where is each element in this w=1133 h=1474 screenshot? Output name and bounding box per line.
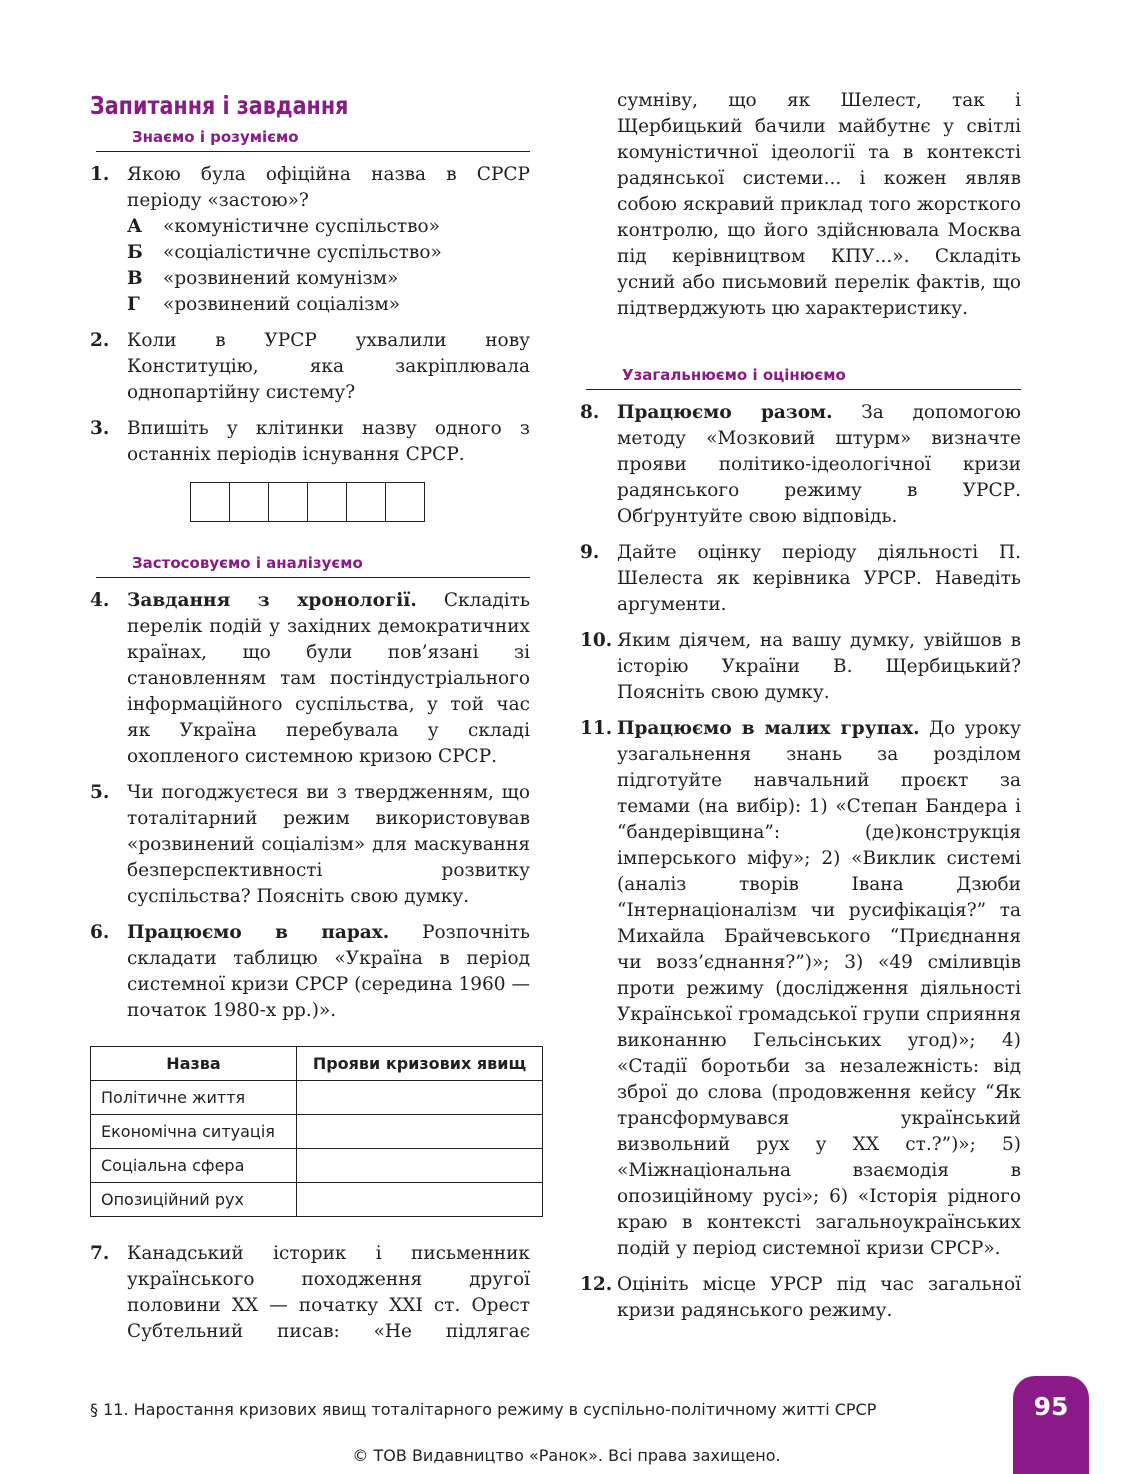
question-text: Дайте оцінку періоду діяльності П. Шелеста як керівника УРСР. Наведіть аргументи. bbox=[617, 542, 1021, 615]
question-text: Якою була офіційна назва в СРСР періоду «застою»? bbox=[127, 164, 530, 211]
table-header: Назва bbox=[91, 1047, 297, 1081]
question-10: 10. Яким діячем, на вашу думку, увійшов в історію України В. Щербицький? Поясніть свою думку. bbox=[580, 628, 1021, 706]
question-2: 2. Коли в УРСР ухвалили нову Конституцію, яка закріплювала однопартійну систему? bbox=[90, 328, 530, 406]
copyright-notice: © ТОВ Видавництво «Ранок». Всі права захищено. bbox=[352, 1446, 781, 1465]
question-4: 4. Завдання з хронології. Складіть перелік подій у західних демократичних країнах, що були пов’язані зі становленням там постіндустріального інформаційного суспільства, у той час як Україна перебувала у складі охопленого системною кризою СРСР. bbox=[90, 590, 530, 767]
table-cell-empty[interactable] bbox=[297, 1115, 543, 1149]
question-text: До уроку узагальнення знань за розділом підготуйте навчальний проєкт за темами (на вибір): 1) «Степан Бандера і “бандерівщина”: (де)конструкція імперського міфу»; 2) «Виклик системі (аналіз творів Івана Дзюби “Інтернаціоналізм чи русифікація?” та Михайла Брайчевського “Приєднання чи возз’єднання?”)»; 3) «49 сміливців проти режиму (дослідження діяльності Української громадської групи сприяння виконанню Гельсінських угод)»; 4) «Стадії боротьби за незалежність: від зброї до слова (продовження кейсу “Як трансформувався український визвольний рух у ХХ ст.?”)»; 5) «Міжнаціональна взаємодія в опозиційному русі»; 6) «Історія рідного краю в контексті загальноукраїнських подій у період системної кризи СРСР». bbox=[617, 718, 1021, 1259]
answer-options bbox=[127, 214, 530, 318]
option-b[interactable]: Б «соціалістичне суспільство» bbox=[127, 242, 442, 263]
subhead-know: Знаємо і розуміємо bbox=[96, 124, 530, 152]
left-column bbox=[90, 88, 530, 1345]
question-text: Чи погоджуєтеся ви з твердженням, що тоталітарний режим використовував «розвинений соціалізм» для маскування безперспективності розвитку суспільства? Поясніть свою думку. bbox=[127, 782, 530, 907]
question-text: Канадський історик і письменник українського походження другої половини ХХ — початку ХХІ ст. Орест Субтельний писав: «Не підлягає bbox=[127, 1243, 530, 1342]
question-text: За допомогою методу «Мозковий штурм» визначте прояви політико-ідеологічної кризи радянського режиму в УРСР. Обґрунтуйте свою відповідь. bbox=[617, 402, 1021, 527]
answer-cell[interactable] bbox=[268, 482, 308, 522]
question-6: 6. Працюємо в парах. Розпочніть складати таблицю «Україна в період системної кризи СРСР (середина 1960 — початок 1980-х рр.)». bbox=[90, 922, 530, 1021]
question-text: Складіть перелік подій у західних демократичних країнах, що були пов’язані зі становленням там постіндустріального інформаційного суспільства, у той час як Україна перебувала у складі охопленого системною кризою СРСР. bbox=[127, 590, 530, 767]
question-text: Розпочніть складати таблицю «Україна в період системної кризи СРСР (середина 1960 — початок 1980-х рр.)». bbox=[127, 922, 530, 1021]
task-type: Працюємо в малих групах. bbox=[617, 718, 920, 739]
question-11: 11. Працюємо в малих групах. До уроку узагальнення знань за розділом підготуйте навчальний проєкт за темами (на вибір): 1) «Степан Бандера і “бандерівщина”: (де)конструкція імперського міфу»; 2) «Виклик системі (аналіз творів Івана Дзюби “Інтернаціоналізм чи русифікація?” та Михайла Брайчевського “Приєднання чи возз’єднання?”)»; 3) «49 сміливців проти режиму (дослідження діяльності Української громадської групи сприяння виконанню Гельсінських угод)»; 4) «Стадії боротьби за незалежність: від зброї до слова (продовження кейсу “Як трансформувався український визвольний рух у ХХ ст.?”)»; 5) «Міжнаціональна взаємодія в опозиційному русі»; 6) «Історія рідного краю в контексті загальноукраїнських подій у період системної кризи СРСР». bbox=[580, 718, 1021, 1259]
task-type: Працюємо разом. bbox=[617, 402, 833, 423]
question-7-continued bbox=[580, 88, 1021, 348]
table-header: Прояви кризових явищ bbox=[297, 1047, 543, 1081]
table-row: Соціальна сфера bbox=[91, 1149, 543, 1183]
table-row: Політичне життя bbox=[91, 1081, 543, 1115]
task-type: Завдання з хронології. bbox=[127, 590, 417, 611]
question-9: 9. Дайте оцінку періоду діяльності П. Шелеста як керівника УРСР. Наведіть аргументи. bbox=[580, 540, 1021, 618]
subhead-generalize: Узагальнюємо і оцінюємо bbox=[586, 362, 1021, 390]
right-column bbox=[580, 88, 1021, 1324]
table-cell-empty[interactable] bbox=[297, 1183, 543, 1217]
option-g[interactable]: Г «розвинений соціалізм» bbox=[127, 294, 401, 315]
answer-cells bbox=[191, 482, 530, 522]
answer-cell[interactable] bbox=[346, 482, 386, 522]
table-cell-empty[interactable] bbox=[297, 1081, 543, 1115]
question-8: 8. Працюємо разом. За допомогою методу «Мозковий штурм» визначте прояви політико-ідеологічної кризи радянського режиму в УРСР. Обґрунтуйте свою відповідь. bbox=[580, 402, 1021, 527]
question-7: 7. Канадський історик і письменник українського походження другої половини ХХ — початку ХХІ ст. Орест Субтельний писав: «Не підлягає bbox=[90, 1241, 530, 1345]
table-cell-empty[interactable] bbox=[297, 1149, 543, 1183]
answer-cell[interactable] bbox=[229, 482, 269, 522]
section-heading: Запитання і завдання bbox=[90, 91, 349, 120]
table-row: Економічна ситуація bbox=[91, 1115, 543, 1149]
answer-cell[interactable] bbox=[385, 482, 425, 522]
question-5: 5. Чи погоджуєтеся ви з твердженням, що тоталітарний режим використовував «розвинений соціалізм» для маскування безперспективності розвитку суспільства? Поясніть свою думку. bbox=[90, 780, 530, 910]
answer-cell[interactable] bbox=[307, 482, 347, 522]
question-text: Впишіть у клітинки назву одного з останніх періодів існування СРСР. bbox=[127, 418, 530, 465]
option-v[interactable]: В «розвинений комунізм» bbox=[127, 268, 399, 289]
subhead-apply: Застосовуємо і аналізуємо bbox=[96, 550, 530, 578]
page-number-tab: 95 bbox=[1013, 1376, 1089, 1474]
question-3: 3. Впишіть у клітинки назву одного з останніх періодів існування СРСР. bbox=[90, 416, 530, 468]
question-12: 12. Оцініть місце УРСР під час загальної кризи радянського режиму. bbox=[580, 1272, 1021, 1324]
task-type: Працюємо в парах. bbox=[127, 922, 390, 943]
question-text: Оцініть місце УРСР під час загальної кризи радянського режиму. bbox=[617, 1274, 1021, 1321]
question-text: Яким діячем, на вашу думку, увійшов в історію України В. Щербицький? Поясніть свою думку. bbox=[617, 630, 1021, 703]
question-text-continued: сумніву, що як Шелест, так і Щербицький бачили майбутнє у світлі комуністичної ідеології та в контексті радянської системи... і кожен являв собою яскравий приклад того жорсткого контролю, що його здійснювала Москва під керівництвом КПУ...». Складіть усний або письмовий перелік фактів, що підтверджують цю характеристику. bbox=[617, 90, 1021, 319]
crisis-table bbox=[90, 1046, 543, 1217]
option-a[interactable]: А «комуністичне суспільство» bbox=[127, 216, 441, 237]
question-number: 1. bbox=[90, 164, 110, 185]
question-text: Коли в УРСР ухвалили нову Конституцію, яка закріплювала однопартійну систему? bbox=[127, 330, 530, 403]
question-1 bbox=[90, 162, 530, 318]
running-footer: § 11. Наростання кризових явищ тоталітарного режиму в суспільно-політичному житті СРСР bbox=[90, 1400, 877, 1419]
table-row: Опозиційний рух bbox=[91, 1183, 543, 1217]
answer-cell[interactable] bbox=[190, 482, 230, 522]
